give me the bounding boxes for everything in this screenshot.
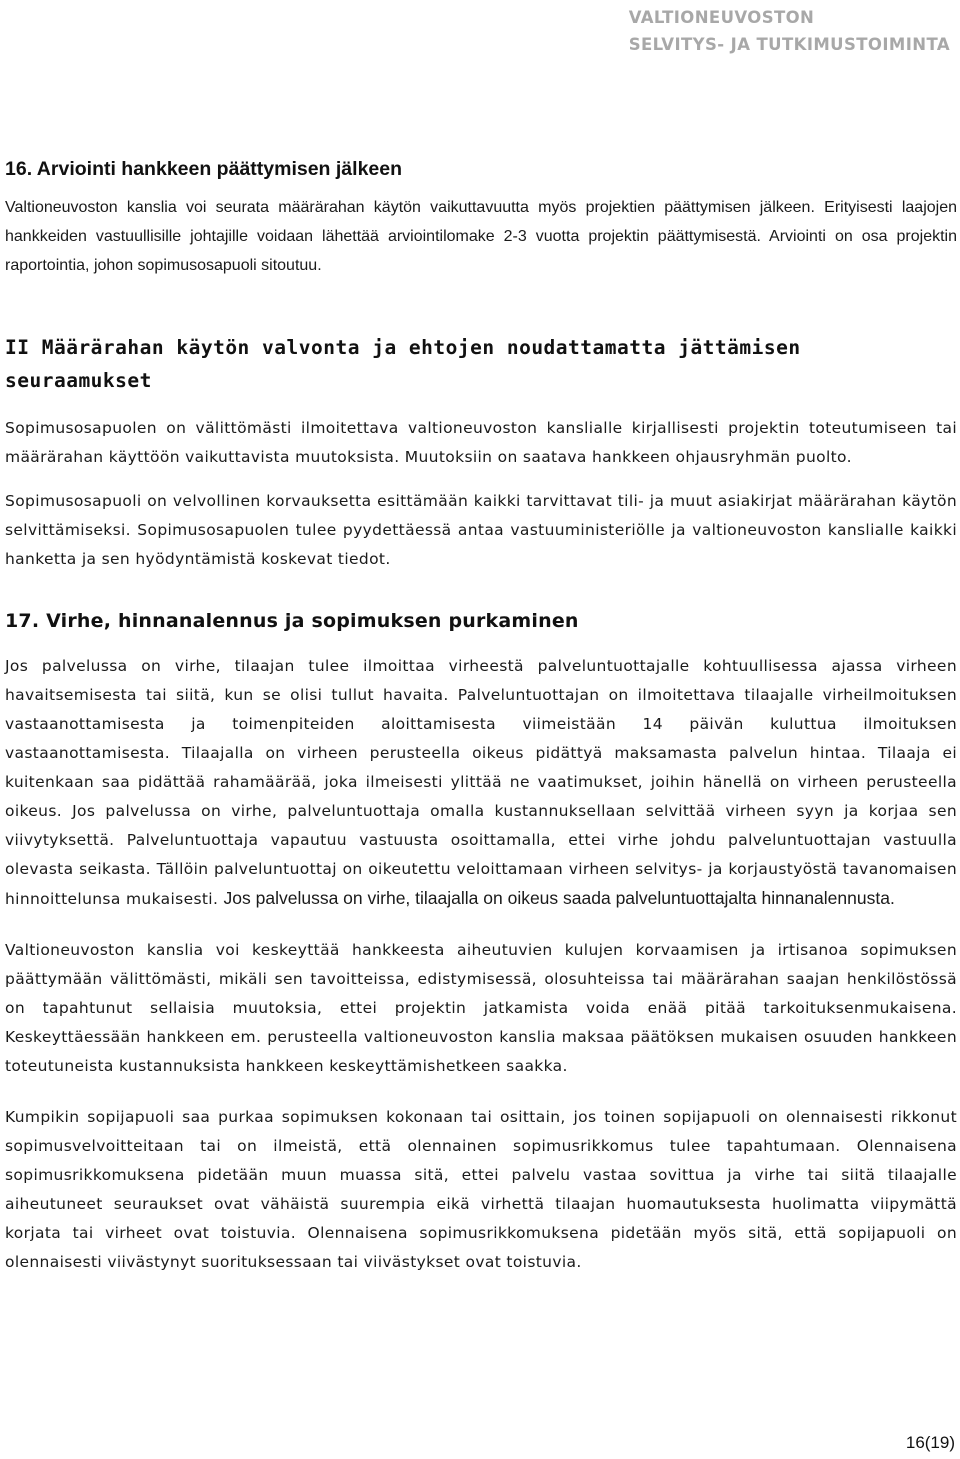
document-body xyxy=(5,150,957,1277)
section-17-paragraph-2: Valtioneuvoston kanslia voi keskeyttää hankkeesta aiheutuvien kulujen korvaamisen ja irtisanoa sopimuksen päättymään välittömästi, mikäli sen tavoitteissa, edistymisessä, olosuhteissa tai määrärahan saajan henkilöstössä on tapahtunut sellaisia muutoksia, ettei projektin jatkamista voida enää pitää tarkoituksenmukaisena. Keskeyttäessään hankkeen em. perusteella valtioneuvoston kanslia maksaa päätöksen mukaisen osuuden hankkeen toteutuneista kustannuksista hankkeen keskeyttämishetkeen saakka. xyxy=(5,941,957,1075)
section-II-heading: II Määrärahan käytön valvonta ja ehtojen noudattamatta jättämisen seuraamukset xyxy=(5,336,801,392)
section-16-paragraph: Valtioneuvoston kanslia voi seurata määrärahan käytön vaikuttavuutta myös projektien päättymisen jälkeen. Erityisesti laajojen hankkeiden vastuullisille johtajille voidaan lähettää arviointilomake 2-3 vuotta projektin päättymisestä. Arviointi on osa projektin raportointia, johon sopimusosapuoli sitoutuu. xyxy=(5,199,957,274)
publisher-header xyxy=(629,4,950,58)
header-line-1: VALTIONEUVOSTON xyxy=(628,8,815,27)
section-17-paragraph-1-tail: Jos palvelussa on virhe, tilaajalla on oikeus saada palveluntuottajalta hinnanalennusta. xyxy=(223,888,895,908)
section-17-heading: 17. Virhe, hinnanalennus ja sopimuksen purkaminen xyxy=(5,610,579,632)
section-II-paragraph-1: Sopimusosapuolen on välittömästi ilmoitettava valtioneuvoston kanslialle kirjallisesti projektin toteutumiseen tai määrärahan käyttöön vaikuttavista muutoksista. Muutoksiin on saatava hankkeen ohjausryhmän puolto. xyxy=(5,419,957,466)
section-16-heading: 16. Arviointi hankkeen päättymisen jälkeen xyxy=(5,158,403,180)
page-number: 16(19) xyxy=(905,1433,955,1452)
section-17-paragraph-3: Kumpikin sopijapuoli saa purkaa sopimuksen kokonaan tai osittain, jos toinen sopijapuoli on olennaisesti rikkonut sopimusvelvoitteitaan tai on ilmeistä, että olennainen sopimusrikkomus tulee tapahtumaan. Olennaisena sopimusrikkomuksena pidetään muun muassa sitä, ettei palvelu vastaa sovittua ja virhe tai siitä tilaajalle aiheutuneet seuraukset ovat vähäistä suurempia eikä virhettä tilaajan huomautuksesta huolimatta viipymättä korjata tai virheet ovat toistuvia. Olennaisena sopimusrikkomuksena pidetään myös sitä, että sopijapuoli on olennaisesti viivästynyt suorituksessaan tai viivästykset ovat toistuvia. xyxy=(5,1108,957,1271)
header-line-2: SELVITYS- JA TUTKIMUSTOIMINTA xyxy=(628,35,950,54)
section-17-paragraph-1-main: Jos palvelussa on virhe, tilaajan tulee ilmoittaa virheestä palveluntuottajalle kohtuullisessa ajassa virheen havaitsemisesta tai siitä, kun se olisi tullut havaita. Palveluntuottajan on ilmoitettava tilaajalle virheilmoituksen vastaanottamisesta ja toimenpiteiden aloittamisesta viimeistään 14 päivän kuluttua ilmoituksen vastaanottamisesta. Tilaajalla on virheen perusteella oikeus pidättyä maksamasta palvelun hintaa. Tilaaja ei kuitenkaan saa pidättää rahamäärää, joka ilmeisesti ylittää ne vaatimukset, joihin hänellä on virheen perusteella oikeus. Jos palvelussa on virhe, palveluntuottaja omalla kustannuksellaan selvittää virheen syyn ja korjaa sen viivytyksettä. Palveluntuottaja vapautuu vastuusta osoittamalla, ettei virhe johdu palveluntuottajan vastuulla olevasta seikasta. Tällöin palveluntuottaj on oikeutettu veloittamaan virheen selvitys- ja korjaustyöstä tavanomaisen hinnoittelunsa mukaisesti. xyxy=(5,657,957,908)
section-II-paragraph-2: Sopimusosapuoli on velvollinen korvauksetta esittämään kaikki tarvittavat tili- ja muut asiakirjat määrärahan käytön selvittämiseksi. Sopimusosapuolen tulee pyydettäessä antaa vastuuministeriölle ja valtioneuvoston kanslialle kaikki hanketta ja sen hyödyntämistä koskevat tiedot. xyxy=(5,492,957,568)
section-17-paragraph-1 xyxy=(5,652,957,914)
